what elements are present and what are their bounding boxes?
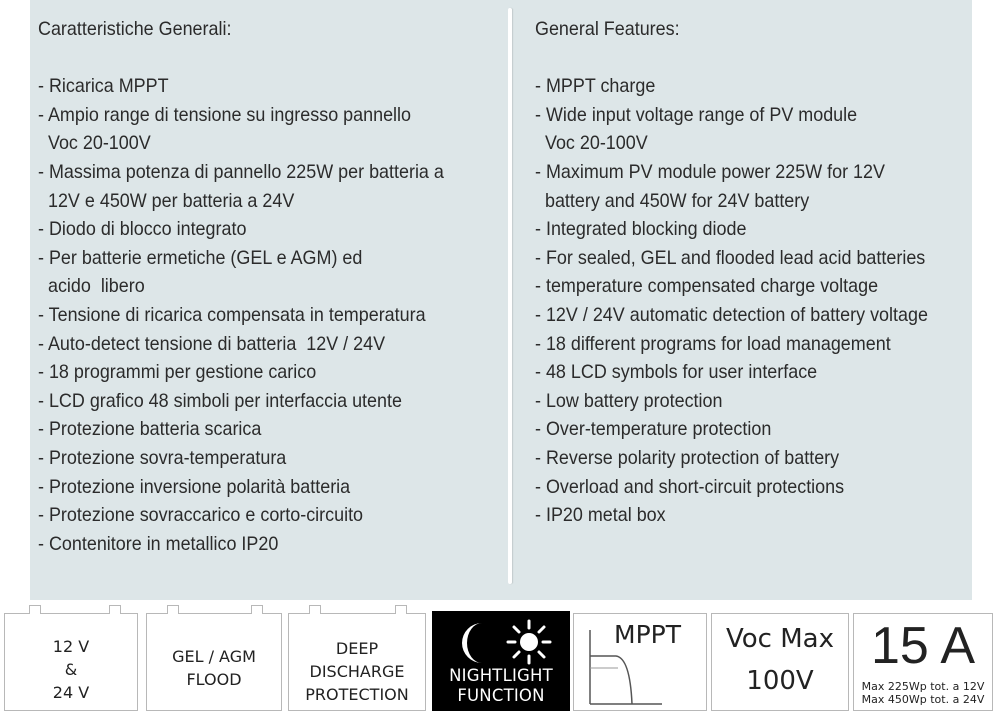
english-feature-line: - Maximum PV module power 225W for 12V	[535, 160, 885, 183]
nightlight-line-1: NIGHTLIGHT	[449, 666, 553, 685]
voc-max-value: 100V	[746, 666, 814, 696]
italian-features-column	[38, 15, 444, 558]
italian-feature-line: - Massima potenza di pannello 225W per batteria a	[38, 160, 444, 183]
current-rating-badge	[853, 613, 993, 711]
italian-feature-line: - Ricarica MPPT	[38, 75, 169, 98]
english-feature-line: Voc 20-100V	[535, 132, 648, 155]
english-feature-line: - temperature compensated charge voltage	[535, 275, 879, 298]
deep-discharge-line-3: PROTECTION	[305, 685, 409, 704]
italian-feature-line: - Ampio range di tensione su ingresso pannello	[38, 103, 412, 126]
deep-discharge-line-2: DISCHARGE	[309, 662, 405, 681]
english-feature-line: battery and 450W for 24V battery	[535, 189, 810, 212]
english-feature-line: - For sealed, GEL and flooded lead acid batteries	[535, 246, 926, 269]
battery-terminal-icon	[29, 605, 41, 614]
italian-feature-line: - Protezione sovraccarico e corto-circuito	[38, 504, 364, 527]
english-feature-line: - Integrated blocking diode	[535, 218, 747, 241]
voltage-24v: 24 V	[52, 683, 90, 702]
mppt-title: MPPT	[614, 620, 681, 649]
italian-feature-line: Voc 20-100V	[38, 132, 151, 155]
battery-type-gel-agm: GEL / AGM	[172, 647, 256, 666]
italian-feature-line: 12V e 450W per batteria a 24V	[38, 189, 295, 212]
italian-feature-line: - Auto-detect tensione di batteria 12V / 24V	[38, 332, 386, 355]
italian-feature-line: - Protezione sovra-temperatura	[38, 446, 287, 469]
battery-terminal-icon	[109, 605, 121, 614]
column-divider	[508, 8, 512, 584]
italian-feature-line: - 18 programmi per gestione carico	[38, 361, 317, 384]
italian-feature-line: - Diodo di blocco integrato	[38, 218, 247, 241]
voltage-badge	[4, 613, 138, 711]
english-features-column	[535, 15, 928, 530]
italian-feature-line: - Contenitore in metallico IP20	[38, 532, 279, 555]
italian-feature-line: - Protezione inversione polarità batteria	[38, 475, 351, 498]
battery-type-badge	[146, 613, 282, 711]
italian-feature-line: acido libero	[38, 275, 145, 298]
english-feature-line: - 18 different programs for load management	[535, 332, 891, 355]
battery-type-flood: FLOOD	[186, 670, 242, 689]
english-feature-line: - Over-temperature protection	[535, 418, 772, 441]
english-feature-line: - IP20 metal box	[535, 504, 666, 527]
nightlight-line-2: FUNCTION	[457, 686, 545, 705]
nightlight-badge	[432, 611, 570, 711]
deep-discharge-badge	[288, 613, 426, 711]
voc-max-title: Voc Max	[726, 624, 834, 654]
iv-curve-icon	[582, 628, 702, 708]
english-feature-line: - MPPT charge	[535, 75, 656, 98]
mppt-badge	[573, 613, 707, 711]
english-feature-line: - Low battery protection	[535, 389, 723, 412]
voc-max-badge	[711, 613, 849, 711]
italian-feature-line: - LCD grafico 48 simboli per interfaccia utente	[38, 389, 402, 412]
voltage-and: &	[64, 660, 78, 679]
italian-feature-line: - Per batterie ermetiche (GEL e AGM) ed	[38, 246, 363, 269]
current-rating-note-12v: Max 225Wp tot. a 12V	[861, 680, 985, 693]
italian-feature-line: - Protezione batteria scarica	[38, 418, 262, 441]
deep-discharge-line-1: DEEP	[335, 639, 379, 658]
sun-icon	[506, 619, 552, 665]
battery-terminal-icon	[251, 605, 263, 614]
english-feature-line: - Wide input voltage range of PV module	[535, 103, 858, 126]
moon-icon	[452, 619, 496, 667]
italian-features-heading: Caratteristiche Generali:	[38, 18, 232, 40]
current-rating-value: 15 A	[870, 617, 976, 675]
battery-terminal-icon	[395, 605, 407, 614]
english-feature-line: - 12V / 24V automatic detection of battery voltage	[535, 303, 928, 326]
italian-feature-line: - Tensione di ricarica compensata in temperatura	[38, 303, 426, 326]
english-feature-line: - 48 LCD symbols for user interface	[535, 361, 818, 384]
voltage-12v: 12 V	[52, 637, 90, 656]
current-rating-note-24v: Max 450Wp tot. a 24V	[861, 693, 985, 706]
battery-terminal-icon	[309, 605, 321, 614]
english-feature-line: - Reverse polarity protection of battery	[535, 446, 840, 469]
english-feature-line: - Overload and short-circuit protections	[535, 475, 845, 498]
english-features-heading: General Features:	[535, 18, 680, 40]
battery-terminal-icon	[167, 605, 179, 614]
